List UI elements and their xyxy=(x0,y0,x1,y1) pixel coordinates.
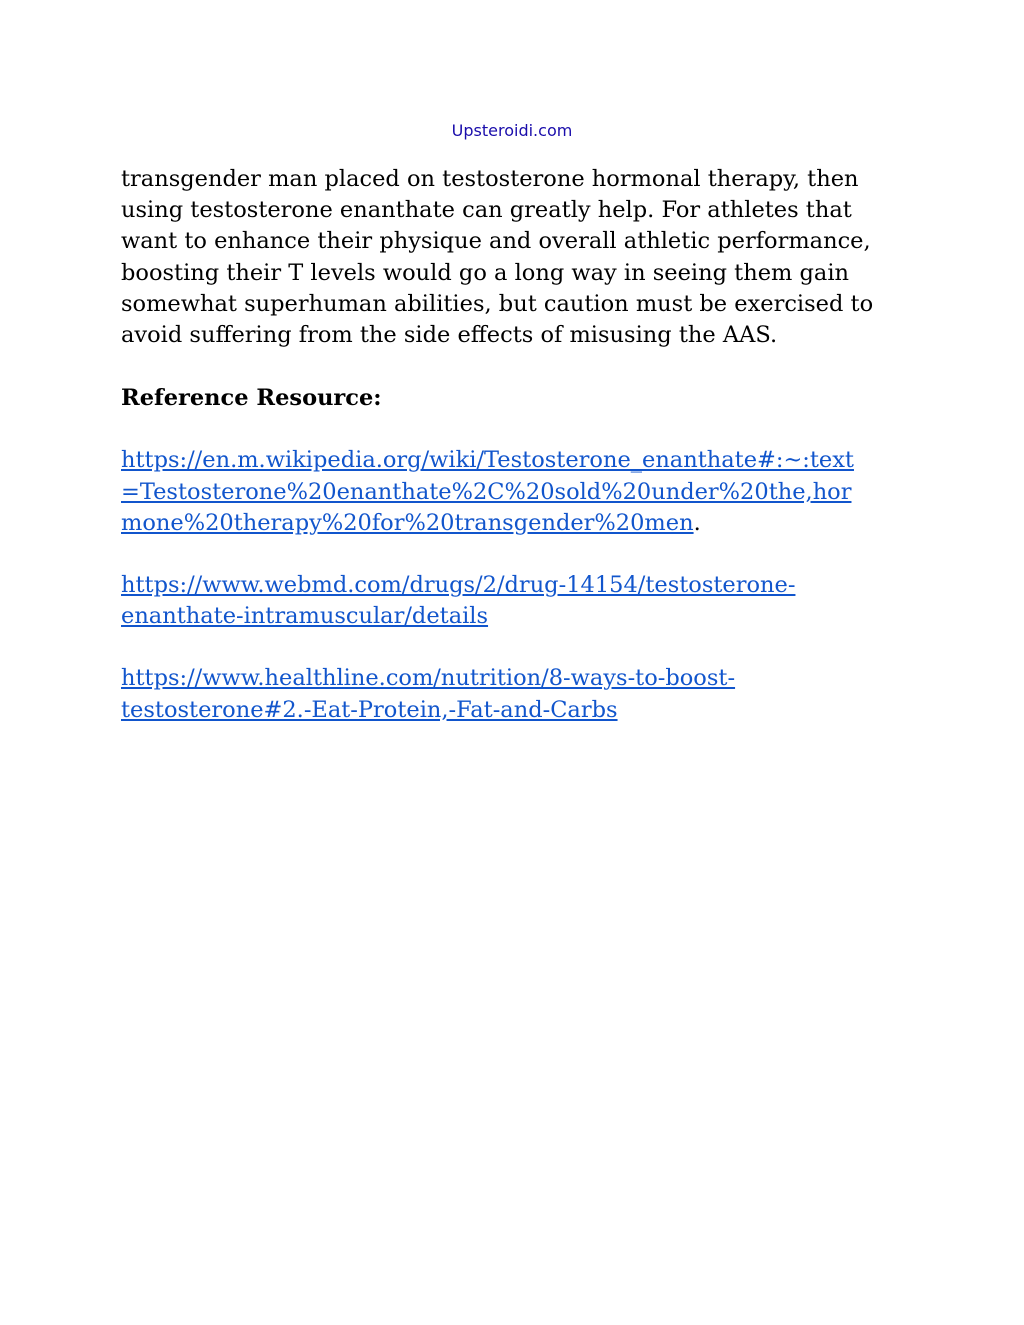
body-line: boosting their T levels would go a long way in seeing them gain xyxy=(121,259,850,286)
reference-heading: Reference Resource: xyxy=(121,385,382,412)
spacer xyxy=(121,632,921,663)
body-line: want to enhance their physique and overall athletic performance, xyxy=(121,228,871,255)
body-line: using testosterone enanthate can greatly help. For athletes that xyxy=(121,197,852,224)
body-line: transgender man placed on testosterone hormonal therapy, then xyxy=(121,166,859,192)
site-header xyxy=(0,120,1024,142)
body-line: avoid suffering from the side effects of misusing the AAS. xyxy=(121,322,778,349)
body-paragraph xyxy=(121,164,911,351)
spacer xyxy=(121,414,921,445)
content-area xyxy=(121,164,921,726)
spacer xyxy=(121,351,921,383)
link-line: =Testosterone%20enanthate%2C%20sold%20under%20the,hor xyxy=(121,478,852,505)
reference-link-webmd[interactable] xyxy=(121,570,921,632)
site-link[interactable]: Upsteroidi.com xyxy=(451,121,573,140)
link-line: testosterone#2.-Eat-Protein,-Fat-and-Carbs xyxy=(121,696,618,723)
reference-link-healthline[interactable] xyxy=(121,663,921,725)
link-line: https://www.webmd.com/drugs/2/drug-14154/testosterone- xyxy=(121,572,796,599)
link-suffix: . xyxy=(693,509,701,536)
reference-item-healthline xyxy=(121,663,921,725)
reference-item-wikipedia xyxy=(121,445,921,539)
link-line: mone%20therapy%20for%20transgender%20men xyxy=(121,509,694,536)
link-line: https://www.healthline.com/nutrition/8-ways-to-boost- xyxy=(121,665,736,692)
link-line: enanthate-intramuscular/details xyxy=(121,603,489,630)
spacer xyxy=(121,539,921,570)
body-line: somewhat superhuman abilities, but caution must be exercised to xyxy=(121,290,874,317)
link-line: https://en.m.wikipedia.org/wiki/Testosterone_enanthate#:~:text xyxy=(121,447,854,474)
reference-item-webmd xyxy=(121,570,921,632)
reference-link-wikipedia[interactable] xyxy=(121,445,921,535)
